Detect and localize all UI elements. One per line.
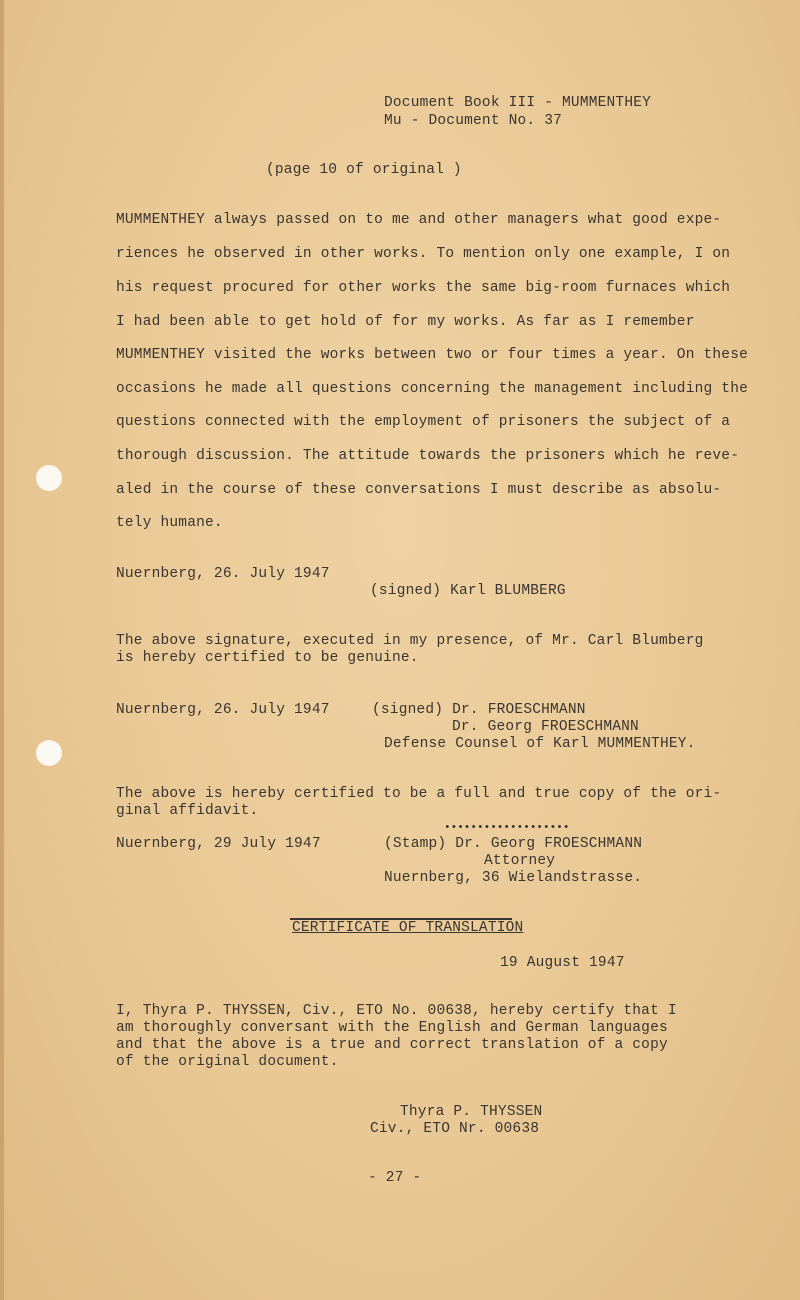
- certificate-line: I, Thyra P. THYSSEN, Civ., ETO No. 00638, hereby certify that I: [116, 1003, 677, 1019]
- paragraph-line: MUMMENTHEY always passed on to me and other managers what good expe-: [116, 212, 722, 228]
- translator-id: Civ., ETO Nr. 00638: [370, 1121, 540, 1137]
- certificate-line: and that the above is a true and correct translation of a copy: [116, 1037, 668, 1053]
- translator-name: Thyra P. THYSSEN: [400, 1104, 543, 1120]
- paragraph-line: his request procured for other works the same big-room furnaces which: [116, 280, 731, 296]
- punch-hole-top: [36, 465, 62, 491]
- certification1-line2: is hereby certified to be genuine.: [116, 650, 419, 666]
- stamp-place-date: Nuernberg, 29 July 1947: [116, 836, 321, 852]
- certification2-line1: The above is hereby certified to be a full and true copy of the ori-: [116, 786, 722, 802]
- stamp-dots: •••••••••••••••••••: [444, 822, 570, 834]
- paragraph-line: questions connected with the employment of prisoners the subject of a: [116, 414, 731, 430]
- signature1-place-date: Nuernberg, 26. July 1947: [116, 566, 330, 582]
- paragraph-line: MUMMENTHEY visited the works between two or four times a year. On these: [116, 347, 749, 363]
- punch-hole-bottom: [36, 740, 62, 766]
- certificate-line: am thoroughly conversant with the English and German languages: [116, 1020, 668, 1036]
- paragraph-line: I had been able to get hold of for my works. As far as I remember: [116, 314, 695, 330]
- stamp-attorney: Attorney: [484, 853, 556, 869]
- certificate-line: of the original document.: [116, 1054, 339, 1070]
- paragraph-line: occasions he made all questions concerning the management including the: [116, 381, 749, 397]
- signature2-place-date: Nuernberg, 26. July 1947: [116, 702, 330, 718]
- signature2-name: Dr. Georg FROESCHMANN: [452, 719, 639, 735]
- signature2-signed: (signed) Dr. FROESCHMANN: [372, 702, 586, 718]
- signature1-signed: (signed) Karl BLUMBERG: [370, 583, 566, 599]
- paragraph-line: tely humane.: [116, 515, 223, 531]
- paragraph-line: aled in the course of these conversations I must describe as absolu-: [116, 482, 722, 498]
- page-number: - 27 -: [368, 1170, 422, 1186]
- stamp-address: Nuernberg, 36 Wielandstrasse.: [384, 870, 643, 886]
- signature2-role: Defense Counsel of Karl MUMMENTHEY.: [384, 736, 696, 752]
- header-document-number: Mu - Document No. 37: [384, 113, 563, 129]
- page-edge: [0, 0, 4, 1300]
- header-document-book: Document Book III - MUMMENTHEY: [384, 95, 652, 111]
- certification1-line1: The above signature, executed in my presence, of Mr. Carl Blumberg: [116, 633, 704, 649]
- certificate-date: 19 August 1947: [500, 955, 625, 971]
- certificate-title: CERTIFICATE OF TRANSLATION: [292, 920, 524, 936]
- stamp-line1: (Stamp) Dr. Georg FROESCHMANN: [384, 836, 643, 852]
- paragraph-line: thorough discussion. The attitude towards the prisoners which he reve-: [116, 448, 740, 464]
- paragraph-line: riences he observed in other works. To mention only one example, I on: [116, 246, 731, 262]
- certification2-line2: ginal affidavit.: [116, 803, 259, 819]
- page-note: (page 10 of original ): [266, 162, 462, 178]
